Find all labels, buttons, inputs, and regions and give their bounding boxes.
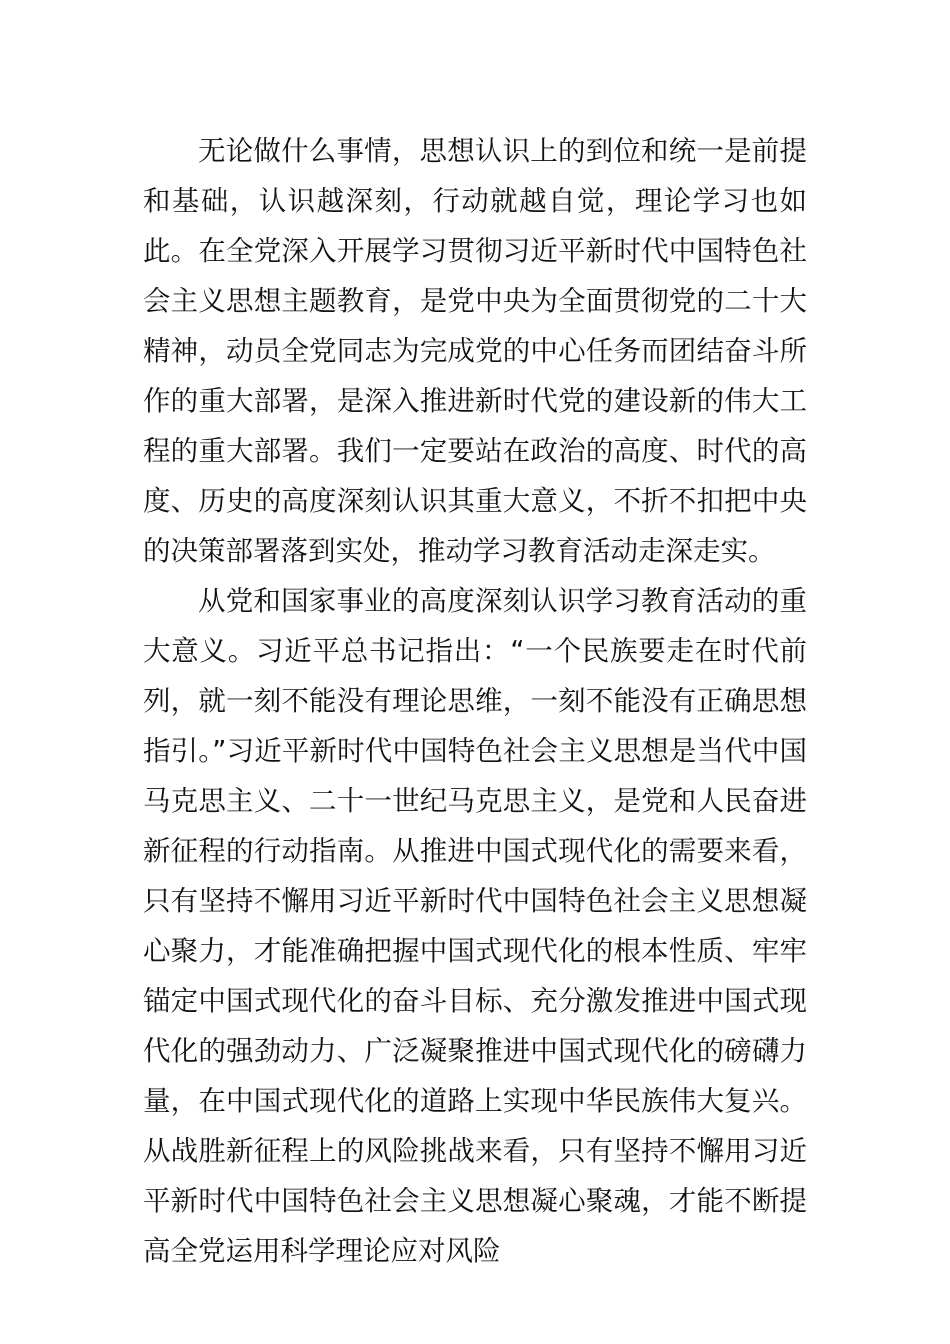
paragraph-2: 从党和国家事业的高度深刻认识学习教育活动的重大意义。习近平总书记指出：“一个民族要走在时代前列，就一刻不能没有理论思维，一刻不能没有正确思想指引。”习近平新时代中国特色社会主义思想是当代中国马克思主义、二十一世纪马克思主义，是党和人民奋进新征程的行动指南。从推进中国式现代化的需要来看，只有坚持不懈用习近平新时代中国特色社会主义思想凝心聚力，才能准确把握中国式现代化的根本性质、牢牢锚定中国式现代化的奋斗目标、充分激发推进中国式现代化的强劲动力、广泛凝聚推进中国式现代化的磅礴力量，在中国式现代化的道路上实现中华民族伟大复兴。从战胜新征程上的风险挑战来看，只有坚持不懈用习近平新时代中国特色社会主义思想凝心聚魂，才能不断提高全党运用科学理论应对风险 bbox=[143, 585, 807, 1267]
paragraph-1: 无论做什么事情，思想认识上的到位和统一是前提和基础，认识越深刻，行动就越自觉，理论学习也如此。在全党深入开展学习贯彻习近平新时代中国特色社会主义思想主题教育，是党中央为全面贯彻党的二十大精神，动员全党同志为完成党的中心任务而团结奋斗所作的重大部署，是深入推进新时代党的建设新的伟大工程的重大部署。我们一定要站在政治的高度、时代的高度、历史的高度深刻认识其重大意义，不折不扣把中央的决策部署落到实处，推动学习教育活动走深走实。 bbox=[143, 135, 807, 567]
document-body bbox=[143, 126, 807, 1276]
